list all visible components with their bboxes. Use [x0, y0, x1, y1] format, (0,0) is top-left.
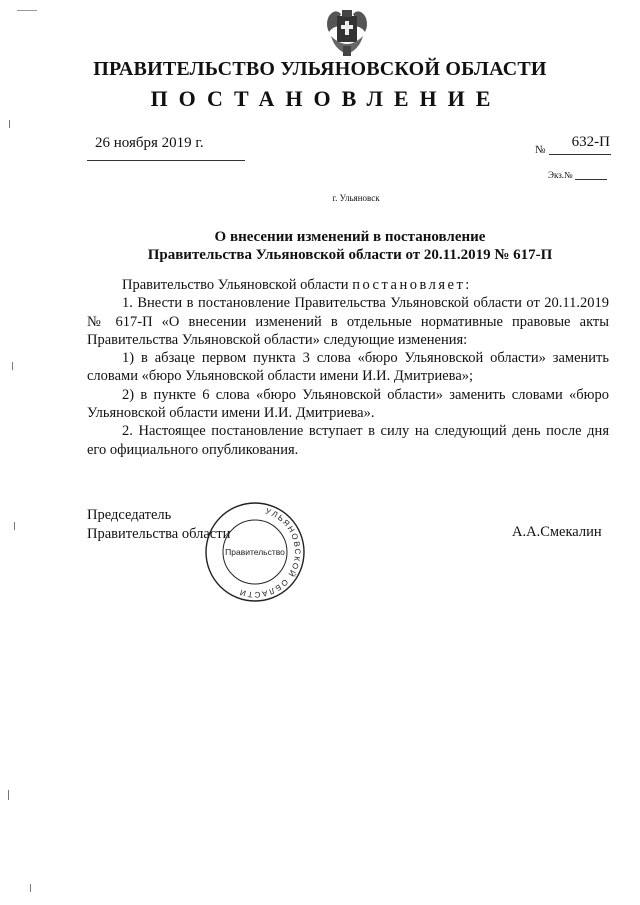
- document-subject: [0, 228, 640, 264]
- intro-paragraph: [87, 276, 609, 294]
- number-label: №: [535, 144, 546, 156]
- scan-mark: [8, 790, 9, 800]
- document-date: 26 ноября 2019 г.: [95, 135, 204, 151]
- coat-of-arms-icon: [321, 6, 373, 58]
- paragraph-2: 2. Настоящее постановление вступает в силу на следующий день после дня его официального опубликования.: [87, 423, 609, 458]
- signer-name: А.А.Смекалин: [512, 524, 602, 540]
- subject-line-2: Правительства Ульяновской области от 20.11.2019 № 617-П: [147, 247, 553, 263]
- scan-mark: [12, 362, 13, 370]
- date-underline: [87, 160, 245, 161]
- document-number: 632-П: [571, 134, 610, 150]
- intro-decree-word: постановляет:: [352, 277, 472, 293]
- number-underline: [549, 154, 611, 155]
- copy-underline: [575, 179, 607, 180]
- paragraph-1: 1. Внести в постановление Правительства Ульяновской области от 20.11.2019 № 617-П «О внесении изменений в отдельные нормативные правовые акты Правительства Ульяновской области» следующие изменения:: [87, 295, 609, 348]
- seal-center-text: Правительство: [225, 547, 285, 557]
- document-type: ПОСТАНОВЛЕНИЕ: [150, 86, 502, 111]
- signer-title-line-2: Правительства области: [87, 525, 231, 542]
- scan-mark: [9, 120, 10, 128]
- document-body: [87, 276, 609, 459]
- signer-title-line-1: Председатель: [87, 507, 172, 523]
- scan-mark: [30, 884, 31, 892]
- official-seal: [203, 500, 307, 604]
- city: г. Ульяновск: [332, 193, 380, 203]
- scan-mark: [14, 522, 15, 530]
- paragraph-1-sub-1: 1) в абзаце первом пункта 3 слова «бюро Ульяновской области» заменить словами «бюро Ульяновской области имени И.И. Дмитриева»;: [87, 350, 609, 385]
- seal-ring-text: УЛЬЯНОВСКОЙ ОБЛАСТИ: [237, 506, 302, 600]
- subject-line-1: О внесении изменений в постановление: [214, 229, 486, 245]
- copy-label: Экз.№: [548, 170, 573, 180]
- intro-text: Правительство Ульяновской области: [122, 277, 353, 293]
- copy-number: [548, 170, 607, 180]
- paragraph-1-sub-2: 2) в пункте 6 слова «бюро Ульяновской области» заменить словами «бюро Ульяновской области имени И.И. Дмитриева».: [87, 386, 609, 422]
- government-title: ПРАВИТЕЛЬСТВО УЛЬЯНОВСКОЙ ОБЛАСТИ: [93, 58, 547, 80]
- scan-mark: [17, 10, 37, 11]
